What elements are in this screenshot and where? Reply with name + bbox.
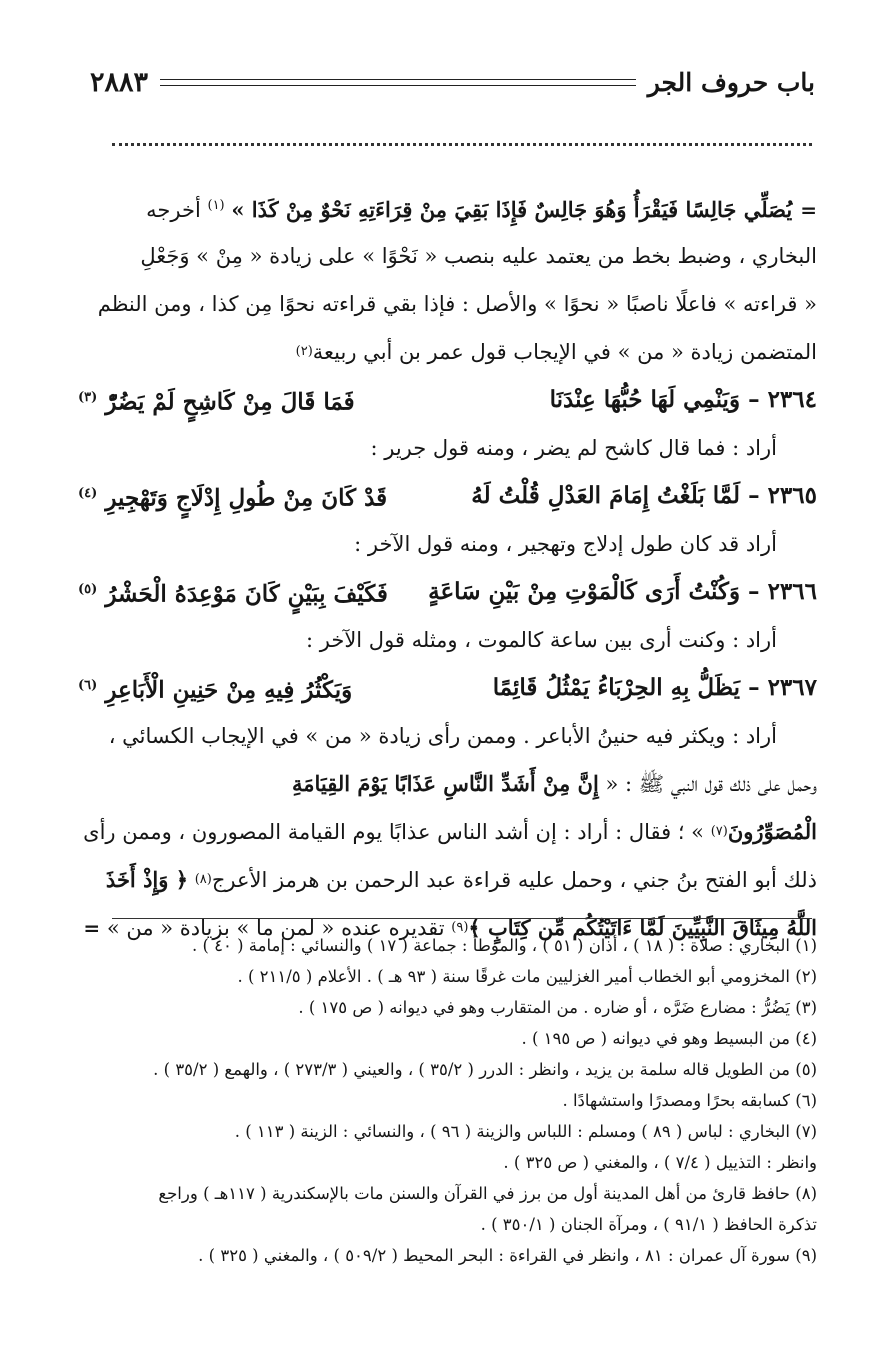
footnote-ref: (٦) xyxy=(78,677,98,693)
text-line xyxy=(78,520,817,568)
continuation-mark: = xyxy=(800,198,817,222)
text-line xyxy=(78,328,817,376)
text-run: أراد : فما قال كاشح لم يضر ، ومنه قول جرير : xyxy=(370,436,777,460)
verse-text: وَيَكْثُرُ فِيهِ مِنْ حَنِينِ الْأَبَاعِرِ xyxy=(105,676,353,704)
footnote-ref: (٥) xyxy=(78,581,98,597)
text-run: البخاري ، وضبط بخط من يعتمد عليه بنصب « نَحْوًا » على زيادة « مِنْ » وَجَعْلِ xyxy=(140,244,817,268)
verse-2364 xyxy=(78,376,817,424)
verse-second-hemistich xyxy=(78,376,355,424)
footnote-line: وانظر : التذييل ( ٧/٤ ) ، والمغني ( ص ٣٢٥ ) . xyxy=(503,1153,817,1172)
text-run: » ؛ فقال : أراد : إن أشد الناس عذابًا يوم القيامة المصورون ، وممن رأى xyxy=(83,820,705,844)
hadith-quote: الْمُصَوِّرُونَ xyxy=(727,819,817,844)
text-run: تقديره عنده « لمن ما » بزيادة « من » xyxy=(106,916,445,940)
text-run xyxy=(146,184,817,232)
verse-second-hemistich xyxy=(78,664,352,712)
footnote-line: (٩) سورة آل عمران : ٨١ ، وانظر في القراءة : البحر المحيط ( ٥٠٩/٢ ) ، والمغني ( ٣٢٥ ) . xyxy=(198,1246,817,1265)
quran-quote: اللَّهُ مِيثَاقَ النَّبِيِّينَ لَمَّا ءَاتَيْتُكُم مِّن كِتَابٍ ﴾ xyxy=(468,915,817,940)
continuation-mark: = xyxy=(83,916,101,940)
page-header xyxy=(90,62,815,102)
text-run: أراد : وكنت أرى بين ساعة كالموت ، ومثله قول الآخر : xyxy=(306,628,777,652)
footnote-ref: (٨) xyxy=(194,872,212,887)
verse-2365 xyxy=(78,472,817,520)
main-text xyxy=(78,184,817,952)
verse-second-hemistich xyxy=(78,472,387,520)
text-run: « قراءته » فاعلًا ناصبًا « نحوًا » والأصل : فإذا بقي قراءته نحوًا مِن كذا ، ومن النظم xyxy=(97,292,817,316)
footnote-separator xyxy=(112,918,812,919)
footnote-line: (٦) كسابقه بحرًا ومصدرًا واستشهادًا . xyxy=(562,1091,817,1110)
footnote-ref: (٤) xyxy=(78,485,98,501)
text-run: المتضمن زيادة « من » في الإيجاب قول عمر بن أبي ربيعة xyxy=(312,340,817,364)
text-run: أراد : ويكثر فيه حنينُ الأباعر . وممن رأى زيادة « من » في الإيجاب الكسائي ، xyxy=(108,724,777,748)
text-line xyxy=(78,232,817,280)
footnote-line: (٧) البخاري : لباس ( ٨٩ ) ومسلم : اللباس والزينة ( ٩٦ ) ، والنسائي : الزينة ( ١١٣ ) . xyxy=(234,1122,817,1141)
verse-first-hemistich: ٢٣٦٧ – يَظَلُّ بِهِ الحِرْبَاءُ يَمْثُلُ قَائِمًا xyxy=(492,674,817,701)
page-number: ٢٨٨٣ xyxy=(90,66,149,98)
footnote-line: (٢) المخزومي أبو الخطاب أمير الغزليين مات غرقًا سنة ( ٩٣ هـ ) . الأعلام ( ٢١١/٥ ) . xyxy=(237,967,817,986)
text-line xyxy=(78,424,817,472)
verse-first-hemistich: ٢٣٦٦ – وَكُنْتُ أَرَى كَالْمَوْتِ مِنْ بَيْنِ سَاعَةٍ xyxy=(428,578,817,605)
footnote-line: (١) البخاري : صلاة : ( ١٨ ) ، أذان ( ٥١ ) ، والموطأ : جماعة ( ١٧ ) والنسائي : إمامة ( ٤٠ ) . xyxy=(191,936,817,955)
verse-text: قَدْ كَانَ مِنْ طُولِ إِدْلَاجٍ وَتَهْجِيرِ xyxy=(105,484,388,512)
text-run: وحمل على ذلك قول النبي ﷺ : « xyxy=(605,772,817,796)
footnote-ref: (٣) xyxy=(78,389,98,405)
footnote-line: (٨) حافظ قارئ من أهل المدينة أول من برز في القرآن والسنن مات بالإسكندرية ( ١١٧هـ ) وراجع xyxy=(158,1184,817,1203)
hadith-quote: إِنَّ مِنْ أَشَدِّ النَّاسِ عَذَابًا يَوْمَ القِيَامَةِ xyxy=(291,771,599,796)
quran-quote: ﴿ وَإِذْ أَخَذَ xyxy=(105,867,189,892)
text-line xyxy=(78,280,817,328)
verse-first-hemistich: ٢٣٦٥ – لَمَّا بَلَغْتُ إِمَامَ العَدْلِ قُلْتُ لَهُ xyxy=(471,482,817,509)
verse-text: فَكَيْفَ بِبَيْنٍ كَانَ مَوْعِدَهُ الْحَشْرُ xyxy=(105,580,388,608)
text-line xyxy=(78,616,817,664)
footnote-line: (٣) يَضُرُّ : مضارع ضَرَّه ، أو ضاره . من المتقارب وهو في ديوانه ( ص ١٧٥ ) . xyxy=(298,998,817,1017)
footnotes xyxy=(78,930,817,1271)
footnote-ref: (١) xyxy=(207,198,225,213)
header-rule xyxy=(160,79,636,86)
footnote-line: تذكرة الحافظ ( ٩١/١ ) ، ومرآة الجنان ( ٣٥٠/١ ) . xyxy=(480,1215,817,1234)
footnote-ref: (٩) xyxy=(451,920,469,935)
verse-first-hemistich: ٢٣٦٤ – وَيَنْمِي لَهَا حُبُّهَا عِنْدَنَا xyxy=(549,386,817,413)
footnote-line: (٤) من البسيط وهو في ديوانه ( ص ١٩٥ ) . xyxy=(521,1029,817,1048)
text-run: أراد قد كان طول إدلاج وتهجير ، ومنه قول الآخر : xyxy=(354,532,777,556)
dotted-separator xyxy=(112,143,812,148)
text-line xyxy=(78,856,817,904)
footnote-line: (٥) من الطويل قاله سلمة بن يزيد ، وانظر : الدرر ( ٣٥/٢ ) ، والعيني ( ٢٧٣/٣ ) ، والهمع ( ٣٥/٢ ) . xyxy=(153,1060,817,1079)
text-run: ذلك أبو الفتح بنُ جني ، وحمل عليه قراءة عبد الرحمن بن هرمز الأعرج xyxy=(211,868,817,892)
verse-2366 xyxy=(78,568,817,616)
footnote-ref: (٧) xyxy=(710,824,728,839)
text-run: أخرجه xyxy=(146,198,201,222)
verse-second-hemistich xyxy=(78,568,388,616)
chapter-title: باب حروف الجر xyxy=(647,67,815,97)
footnote-ref: (٢) xyxy=(295,344,313,359)
text-line xyxy=(78,184,817,232)
text-line xyxy=(78,760,817,808)
text-line xyxy=(78,808,817,856)
text-line xyxy=(78,712,817,760)
verse-2367 xyxy=(78,664,817,712)
hadith-quote: يُصَلِّي جَالِسًا فَيَقْرَأُ وَهُوَ جَالِسٌ فَإِذَا بَقِيَ مِنْ قِرَاءَتِهِ نَحْوٌ مِنْ كَذَا » xyxy=(231,197,793,222)
verse-text: فَمَا قَالَ مِنْ كَاشِحٍ لَمْ يَضُرّْ xyxy=(105,388,355,416)
